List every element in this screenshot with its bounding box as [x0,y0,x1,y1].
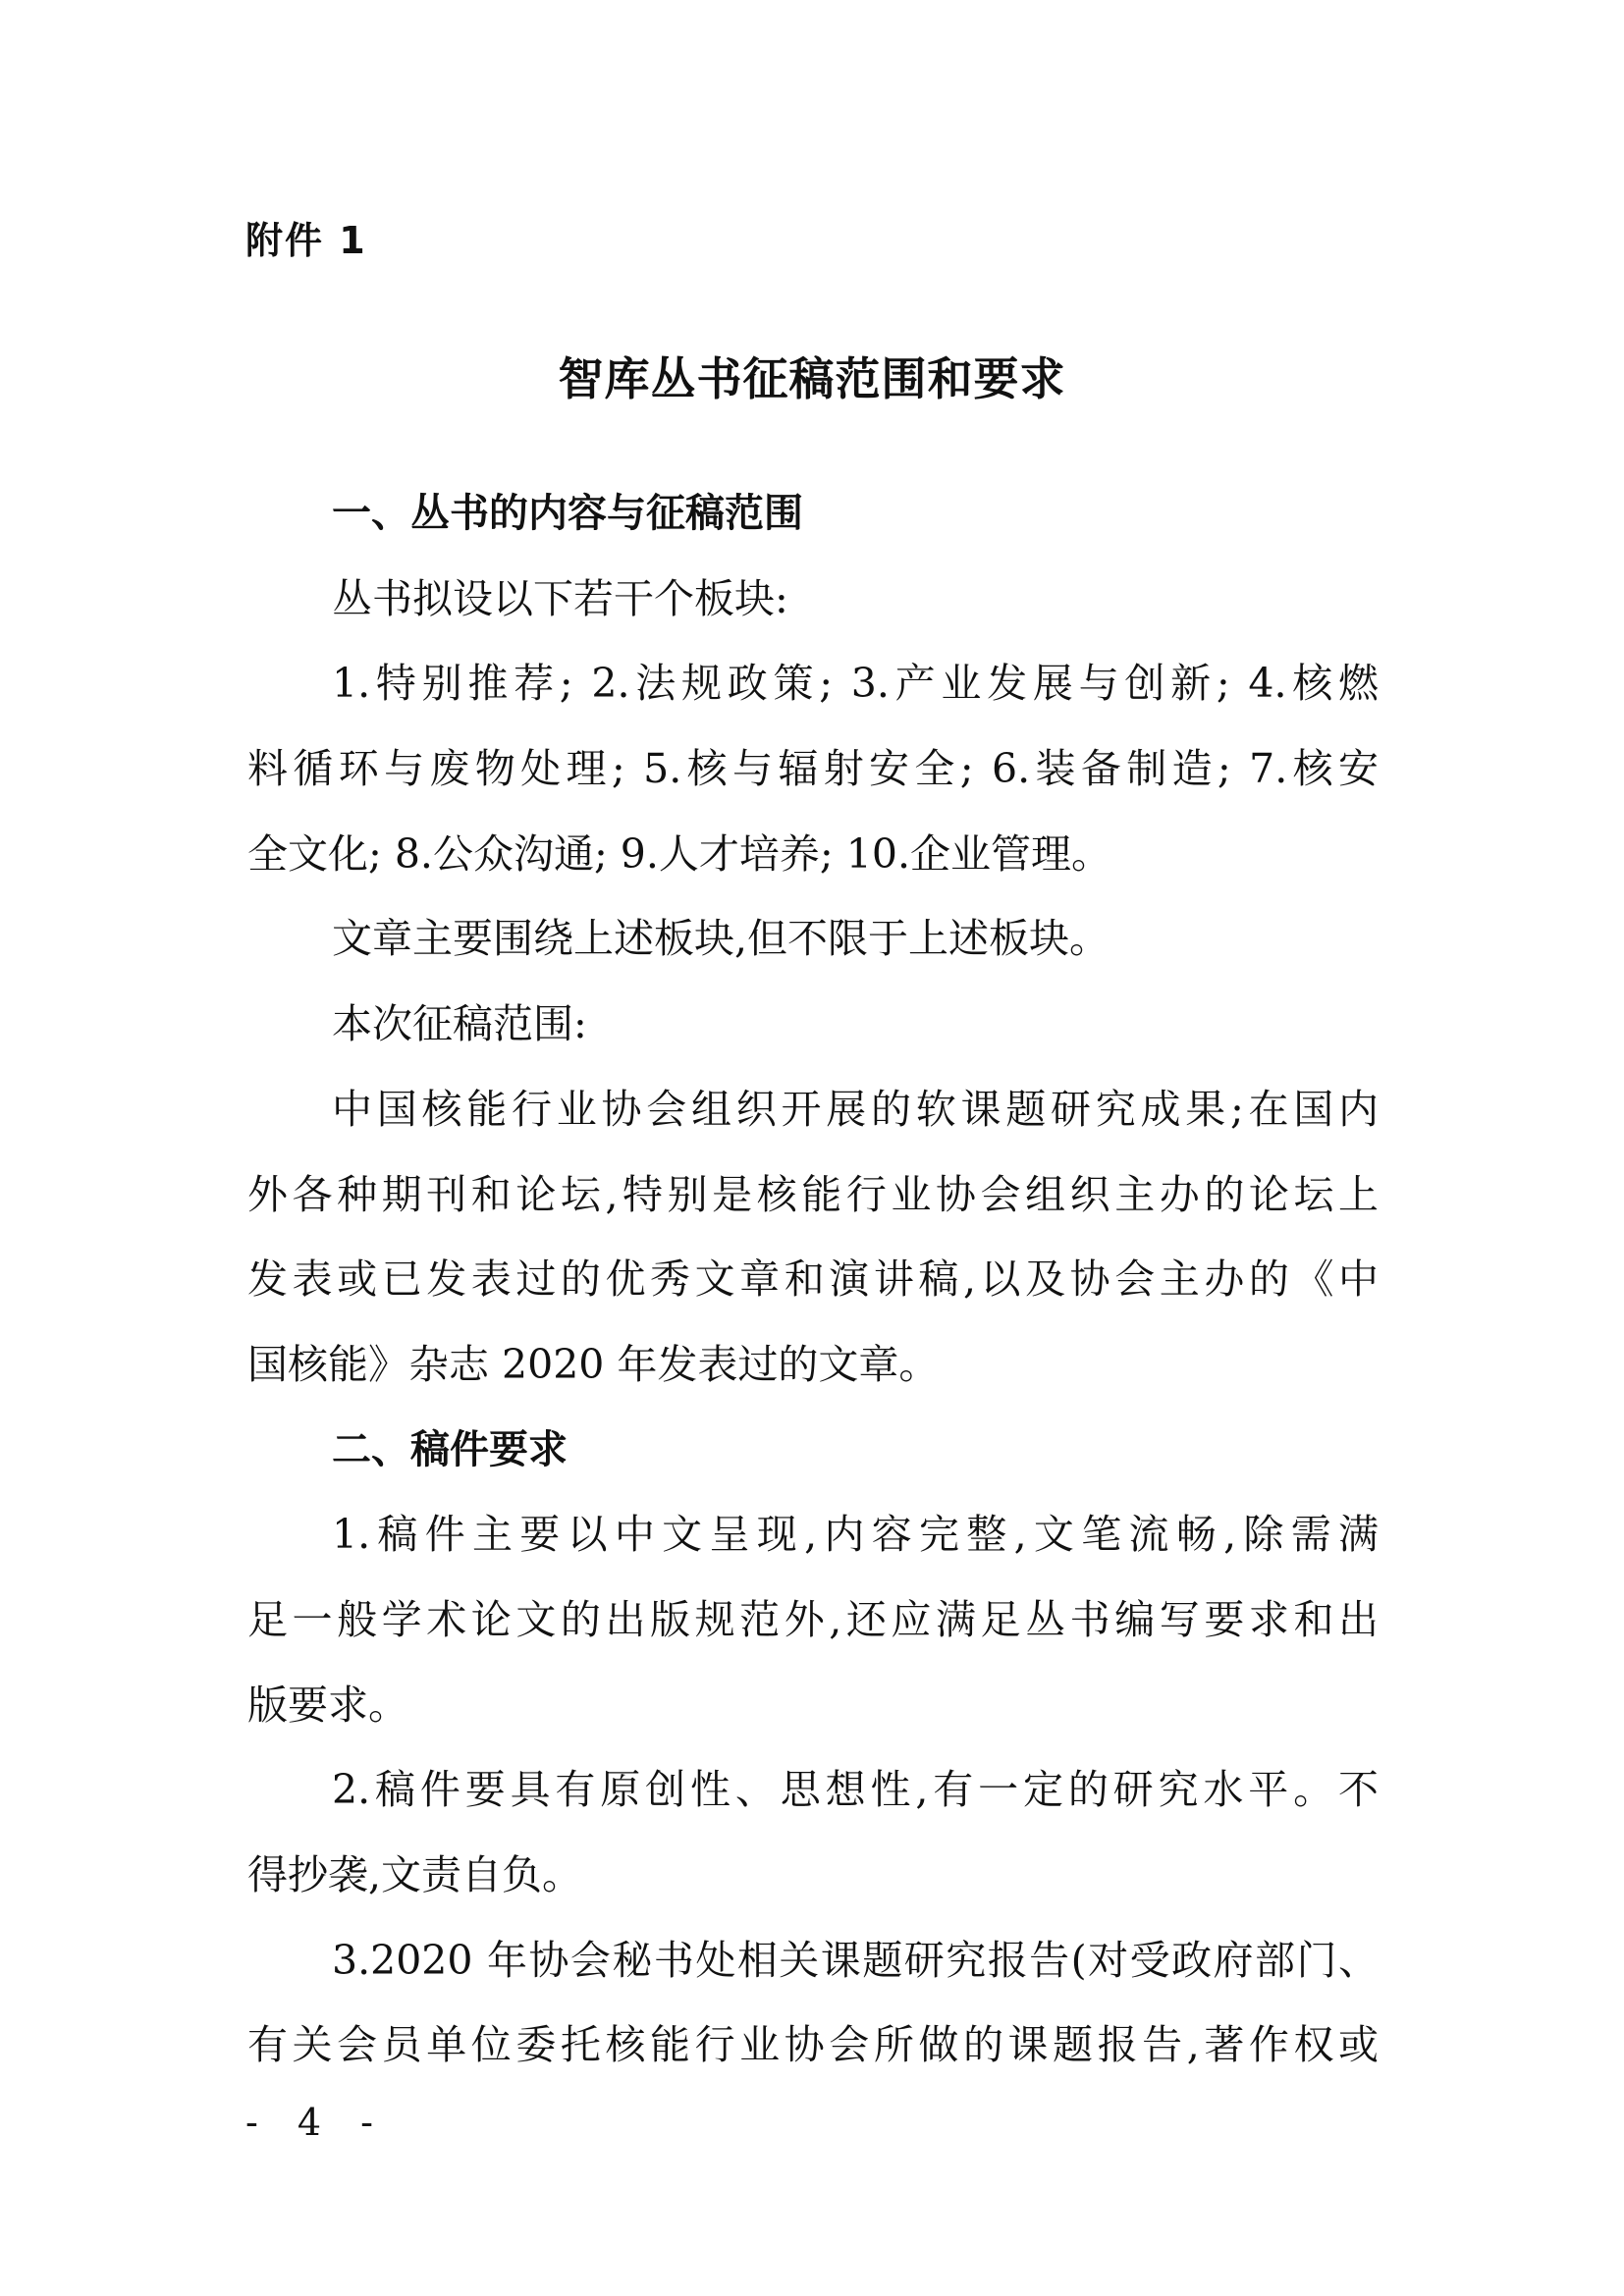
paragraph-line: 版要求。 [247,1681,408,1729]
attachment-label: 附件 1 [245,219,367,262]
section-heading-2: 二、稿件要求 [332,1426,568,1472]
paragraph-line: 外各种期刊和论坛,特别是核能行业协会组织主办的论坛上 [247,1170,1379,1218]
paragraph-line: 全文化; 8.公众沟通; 9.人才培养; 10.企业管理。 [247,829,1111,878]
paragraph-line: 3.2020 年协会秘书处相关课题研究报告(对受政府部门、 [332,1936,1379,1984]
paragraph-line: 本次征稿范围: [332,1000,587,1048]
paragraph-line: 得抄袭,文责自负。 [247,1851,583,1898]
document-title: 智库丛书征稿范围和要求 [558,352,1066,405]
document-body [247,471,1379,2088]
paragraph-line: 料循环与废物处理; 5.核与辐射安全; 6.装备制造; 7.核安 [247,745,1379,793]
paragraph-line: 国核能》杂志 2020 年发表过的文章。 [247,1340,940,1388]
paragraph-line: 丛书拟设以下若干个板块: [332,574,788,622]
paragraph-line: 文章主要围绕上述板块,但不限于上述板块。 [332,915,1110,963]
paragraph-line: 足一般学术论文的出版规范外,还应满足丛书编写要求和出 [247,1595,1379,1643]
paragraph-line: 1.稿件主要以中文呈现,内容完整,文笔流畅,除需满 [332,1511,1379,1559]
paragraph-line: 1.特别推荐; 2.法规政策; 3.产业发展与创新; 4.核燃 [332,660,1379,708]
paragraph-line: 中国核能行业协会组织开展的软课题研究成果;在国内 [332,1085,1379,1133]
paragraph-line: 有关会员单位委托核能行业协会所做的课题报告,著作权或 [247,2021,1379,2069]
section-heading-1: 一、丛书的内容与征稿范围 [332,491,803,536]
page-number: - 4 - [245,2101,388,2144]
paragraph-line: 发表或已发表过的优秀文章和演讲稿,以及协会主办的《中 [247,1255,1379,1304]
paragraph-line: 2.稿件要具有原创性、思想性,有一定的研究水平。不 [332,1766,1379,1814]
